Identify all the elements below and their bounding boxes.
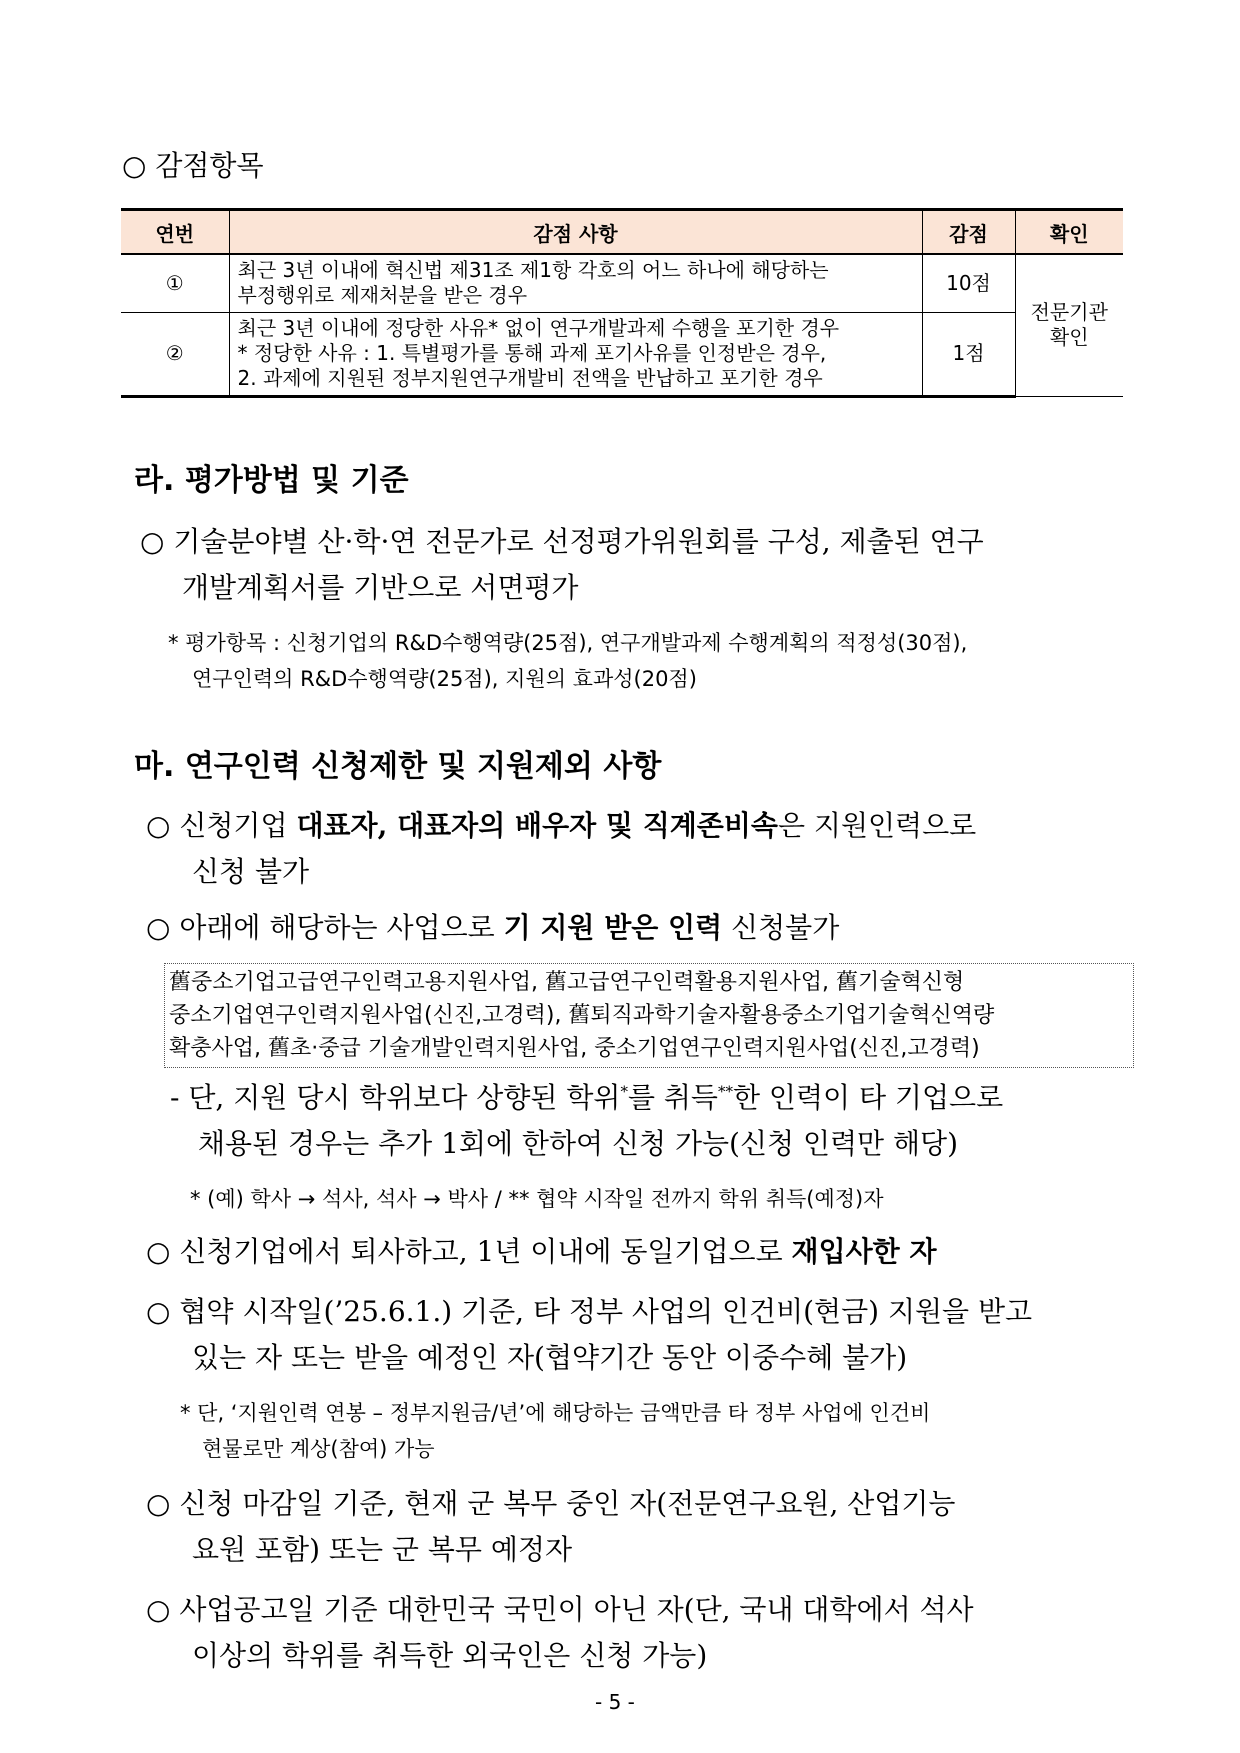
penalty-table xyxy=(121,208,1123,398)
header-check: 확인 xyxy=(1015,210,1123,255)
dash-p3: 한 인력이 타 기업으로 xyxy=(732,1081,1004,1114)
box-line: 舊중소기업고급연구인력고용지원사업, 舊고급연구인력활용지원사업, 舊기술혁신형 xyxy=(169,970,965,995)
ma-b4-note: * 단, ‘지원인력 연봉 – 정부지원금/년’에 해당하는 금액만큼 타 정부 사업에 인건비 xyxy=(180,1401,931,1425)
row-item-line: * 정당한 사유 : 1. 특별평가를 통해 과제 포기사유를 인정받은 경우, xyxy=(237,341,827,365)
check-line: 확인 xyxy=(1049,325,1089,350)
table-row xyxy=(121,254,1123,312)
ma-dash-line2: 채용된 경우는 추가 1회에 한하여 신청 가능(신청 인력만 해당) xyxy=(198,1127,959,1160)
row-no: ① xyxy=(121,254,229,312)
row-points: 10점 xyxy=(922,254,1015,312)
box-line: 중소기업연구인력지원사업(신진,고경력), 舊퇴직과학기술자활용중소기업기술혁신역량 xyxy=(169,1003,995,1028)
ma-b3-bold: 재입사한 자 xyxy=(791,1235,937,1268)
penalty-table-header xyxy=(121,210,1123,255)
ma-dash-line xyxy=(170,1076,1003,1116)
header-points: 감점 xyxy=(922,210,1015,255)
ma-b5-line: 요원 포함) 또는 군 복무 예정자 xyxy=(192,1533,573,1566)
ma-dash-note: * (예) 학사 → 석사, 석사 → 박사 / ** 협약 시작일 전까지 학위 취득(예정)자 xyxy=(190,1187,884,1211)
ma-b1-line2: 신청 불가 xyxy=(192,855,310,888)
header-no: 연번 xyxy=(121,210,229,255)
ma-b4-line: ○ 협약 시작일(’25.6.1.) 기준, 타 정부 사업의 인건비(현금) 지원을 받고 xyxy=(146,1295,1033,1328)
ma-b1-pre: ○ 신청기업 xyxy=(146,809,297,842)
ra-note-line: 연구인력의 R&D수행역량(25점), 지원의 효과성(20점) xyxy=(192,667,697,691)
dash-sup2: ** xyxy=(717,1082,733,1101)
box-line: 확충사업, 舊초·중급 기술개발인력지원사업, 중소기업연구인력지원사업(신진,고경력) xyxy=(169,1036,980,1061)
ma-b2-bold: 기 지원 받은 인력 xyxy=(503,911,723,944)
ma-b4-line: 있는 자 또는 받을 예정인 자(협약기간 동안 이중수혜 불가) xyxy=(192,1341,908,1374)
row-points: 1점 xyxy=(922,312,1015,396)
page-number: - 5 - xyxy=(595,1690,635,1714)
ma-b4-note: 현물로만 계상(참여) 가능 xyxy=(202,1437,435,1461)
row-item xyxy=(229,312,922,396)
excluded-programs-box xyxy=(164,963,1134,1068)
ma-b1-post: 은 지원인력으로 xyxy=(777,809,977,842)
ma-bullet-1 xyxy=(146,804,976,844)
ma-b6-line: ○ 사업공고일 기준 대한민국 국민이 아닌 자(단, 국내 대학에서 석사 xyxy=(146,1593,974,1626)
row-no: ② xyxy=(121,312,229,396)
header-item: 감점 사항 xyxy=(229,210,922,255)
dash-sup1: * xyxy=(620,1082,628,1101)
row-check xyxy=(1015,254,1123,396)
section-ra-heading: 라. 평가방법 및 기준 xyxy=(134,463,409,498)
ma-b2-pre: ○ 아래에 해당하는 사업으로 xyxy=(146,911,504,944)
ra-bullet-line: ○ 기술분야별 산·학·연 전문가로 선정평가위원회를 구성, 제출된 연구 xyxy=(140,525,984,558)
row-item xyxy=(229,254,922,312)
row-item-line: 최근 3년 이내에 정당한 사유* 없이 연구개발과제 수행을 포기한 경우 xyxy=(237,316,840,340)
check-line: 전문기관 xyxy=(1030,300,1108,325)
ma-b5-line: ○ 신청 마감일 기준, 현재 군 복무 중인 자(전문연구요원, 산업기능 xyxy=(146,1487,956,1520)
row-item-line: 부정행위로 제재처분을 받은 경우 xyxy=(237,283,528,308)
penalty-heading: ○ 감점항목 xyxy=(122,149,264,182)
ra-note-line: * 평가항목 : 신청기업의 R&D수행역량(25점), 연구개발과제 수행계획의 적정성(30점), xyxy=(168,631,968,655)
row-item-line: 2. 과제에 지원된 정부지원연구개발비 전액을 반납하고 포기한 경우 xyxy=(237,366,823,390)
ma-b6-line: 이상의 학위를 취득한 외국인은 신청 가능) xyxy=(192,1639,708,1672)
table-row xyxy=(121,312,1123,396)
section-ma-heading: 마. 연구인력 신청제한 및 지원제외 사항 xyxy=(134,749,662,784)
ma-b3-pre: ○ 신청기업에서 퇴사하고, 1년 이내에 동일기업으로 xyxy=(146,1235,792,1268)
dash-p2: 를 취득 xyxy=(627,1081,718,1114)
ma-b1-bold: 대표자, 대표자의 배우자 및 직계존비속 xyxy=(296,809,778,842)
dash-p1: - 단, 지원 당시 학위보다 상향된 학위 xyxy=(170,1081,621,1114)
row-item-line: 최근 3년 이내에 혁신법 제31조 제1항 각호의 어느 하나에 해당하는 xyxy=(237,258,829,283)
ma-bullet-2 xyxy=(146,906,839,946)
ma-bullet-3 xyxy=(146,1230,937,1270)
ma-b2-post: 신청불가 xyxy=(722,911,840,944)
ra-bullet-line: 개발계획서를 기반으로 서면평가 xyxy=(182,571,579,604)
